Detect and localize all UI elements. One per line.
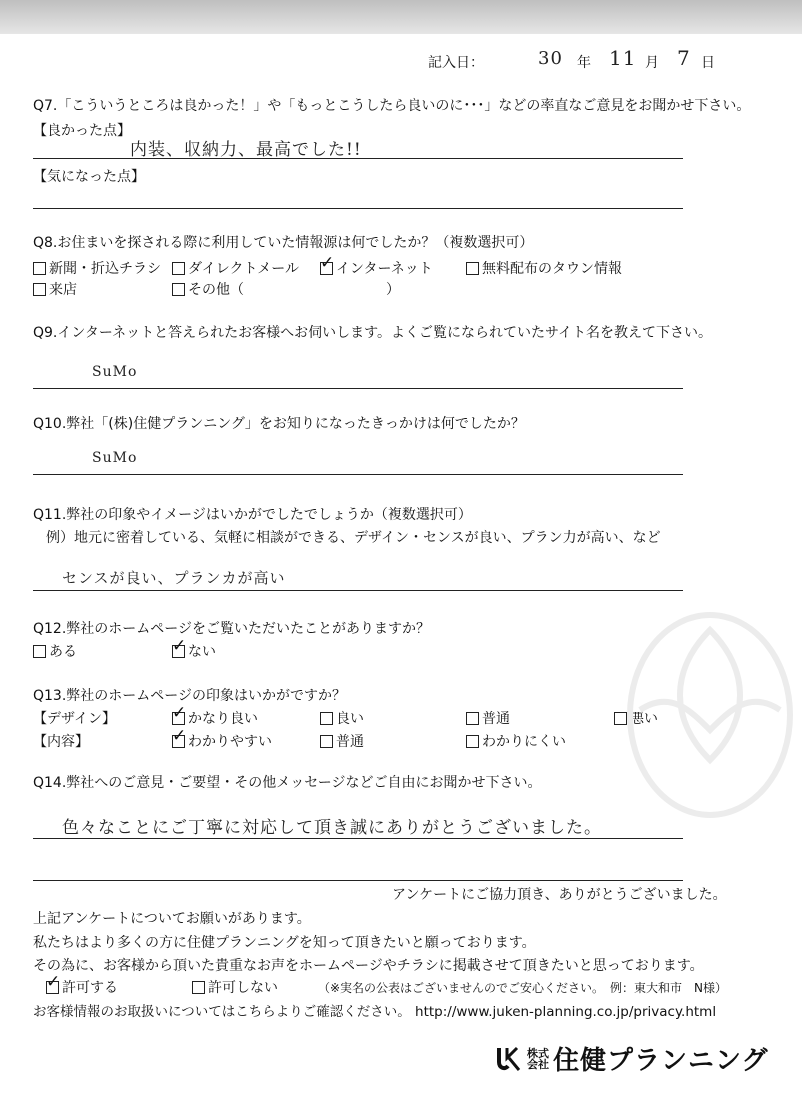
permit-option[interactable] bbox=[46, 977, 118, 997]
q8-checkbox-town-info[interactable] bbox=[466, 262, 479, 275]
q13-content-checkbox-average[interactable] bbox=[320, 735, 333, 748]
q13-content-option-clear[interactable] bbox=[172, 731, 272, 751]
q13-content-option-unclear-label: わかりにくい bbox=[482, 734, 566, 750]
q14-answer-line-1 bbox=[33, 838, 683, 839]
logo-corp-type-top: 株式 bbox=[527, 1046, 549, 1060]
permit-label: 許可する bbox=[62, 980, 118, 996]
date-day-unit: 日 bbox=[701, 55, 715, 71]
q7-concern-answer-line bbox=[33, 208, 683, 209]
q8-checkbox-internet[interactable] bbox=[320, 262, 333, 275]
request-line-3: その為に、お客様から頂いた貴重なお声をホームページやチラシに掲載させて頂きたいと思っております。 bbox=[33, 958, 704, 974]
permit-checkbox[interactable] bbox=[46, 981, 59, 994]
q8-option-visit-label: 来店 bbox=[49, 282, 77, 298]
q10-question: Q10.弊社「(株)住健プランニング」をお知りになったきっかけは何でしたか？ bbox=[33, 416, 525, 432]
deny-checkbox[interactable] bbox=[192, 981, 205, 994]
date-month-unit: 月 bbox=[645, 55, 659, 71]
date-year-unit: 年 bbox=[577, 55, 591, 71]
privacy-notice: お客様情報のお取扱いについてはこちらよりご確認ください。 http://www.juken-planning.co.jp/privacy.html bbox=[33, 1004, 717, 1020]
top-gray-band bbox=[0, 0, 802, 34]
q8-option-direct-mail[interactable] bbox=[172, 258, 299, 278]
request-line-1: 上記アンケートについてお願いがあります。 bbox=[33, 911, 311, 927]
q13-content-option-average[interactable] bbox=[320, 731, 364, 751]
date-month-value: 11 bbox=[609, 46, 637, 70]
deny-label: 許可しない bbox=[208, 980, 278, 996]
q11-answer-line bbox=[33, 590, 683, 591]
q8-option-internet-label: インターネット bbox=[336, 261, 433, 277]
deny-option[interactable] bbox=[192, 977, 278, 997]
q8-option-other[interactable] bbox=[172, 279, 244, 299]
q12-question: Q12.弊社のホームページをご覧いただいたことがありますか？ bbox=[33, 621, 431, 637]
q8-checkbox-direct-mail[interactable] bbox=[172, 262, 185, 275]
anonymity-note: （※実名の公表はございませんのでご安心ください。 例：東大和市 N様） bbox=[318, 981, 728, 995]
request-line-2: 私たちはより多くの方に住健プランニングを知って頂きたいと願っております。 bbox=[33, 935, 536, 951]
q13-design-option-very-good[interactable] bbox=[172, 708, 258, 728]
q8-option-internet[interactable] bbox=[320, 258, 433, 278]
q13-content-checkbox-unclear[interactable] bbox=[466, 735, 479, 748]
logo-corp-type-bottom: 会社 bbox=[527, 1057, 549, 1071]
q10-answer-line bbox=[33, 474, 683, 475]
q13-design-checkbox-very-good[interactable] bbox=[172, 712, 185, 725]
q9-question: Q9.インターネットと答えられたお客様へお伺いします。よくご覧になられていたサイト名を教えて下さい。 bbox=[33, 325, 713, 341]
q8-option-visit[interactable] bbox=[33, 279, 77, 299]
logo-company-name: 住健プランニング bbox=[553, 1046, 769, 1076]
q7-good-answer-line bbox=[33, 158, 683, 159]
q8-question: Q8.お住まいを探される際に利用していた情報源は何でしたか？（複数選択可） bbox=[33, 235, 534, 251]
thanks-message: アンケートにご協力頂き、ありがとうございました。 bbox=[392, 887, 727, 903]
q12-option-no-label: ない bbox=[188, 644, 216, 660]
logo-corp-type bbox=[527, 1048, 549, 1070]
q13-content-label: 【内容】 bbox=[33, 734, 89, 750]
q8-other-close-paren: ） bbox=[386, 282, 400, 298]
q13-design-option-bad-label: 悪い bbox=[630, 711, 658, 727]
q13-design-option-average-label: 普通 bbox=[482, 711, 510, 727]
q8-option-town-info[interactable] bbox=[466, 258, 622, 278]
q13-question: Q13.弊社のホームページの印象はいかがですか？ bbox=[33, 688, 347, 704]
q11-answer: センスが良い、プランカが高い bbox=[62, 569, 286, 587]
q7-concern-label: 【気になった点】 bbox=[33, 169, 145, 185]
q14-answer-line-2 bbox=[33, 880, 683, 881]
q13-design-option-good-label: 良い bbox=[336, 711, 364, 727]
watermark-emblem bbox=[600, 600, 800, 830]
q12-checkbox-yes[interactable] bbox=[33, 645, 46, 658]
q8-option-other-label: その他（ bbox=[188, 282, 244, 298]
date-year-value: 30 bbox=[538, 48, 563, 69]
q13-design-checkbox-average[interactable] bbox=[466, 712, 479, 725]
q9-answer-line bbox=[33, 388, 683, 389]
q8-checkbox-newspaper[interactable] bbox=[33, 262, 46, 275]
q12-checkbox-no[interactable] bbox=[172, 645, 185, 658]
date-label: 記入日： bbox=[428, 55, 484, 71]
q7-good-label: 【良かった点】 bbox=[33, 123, 131, 139]
q13-content-option-average-label: 普通 bbox=[336, 734, 364, 750]
q12-option-yes[interactable] bbox=[33, 641, 77, 661]
q13-content-option-unclear[interactable] bbox=[466, 731, 566, 751]
q8-option-town-info-label: 無料配布のタウン情報 bbox=[482, 261, 622, 277]
q8-checkbox-other[interactable] bbox=[172, 283, 185, 296]
q8-option-direct-mail-label: ダイレクトメール bbox=[188, 261, 300, 277]
q11-example: 例）地元に密着している、気軽に相談ができる、デザイン・センスが良い、プラン力が高い、など bbox=[46, 530, 661, 546]
company-logo bbox=[493, 1040, 768, 1077]
q14-answer: 色々なことにご丁寧に対応して頂き誠にありがとうございました。 bbox=[62, 818, 602, 838]
q13-design-option-average[interactable] bbox=[466, 708, 510, 728]
q10-answer: SuMo bbox=[92, 450, 138, 466]
date-day-value: 7 bbox=[677, 46, 691, 70]
q7-question: Q7.「こういうところは良かった！」や「もっとこうしたら良いのに･･･」などの率直なご意見をお聞かせ下さい。 bbox=[33, 98, 751, 114]
q13-content-option-clear-label: わかりやすい bbox=[188, 734, 272, 750]
q13-design-option-good[interactable] bbox=[320, 708, 364, 728]
q8-checkbox-visit[interactable] bbox=[33, 283, 46, 296]
q12-option-no[interactable] bbox=[172, 641, 216, 661]
q11-question: Q11.弊社の印象やイメージはいかがでしたでしょうか（複数選択可） bbox=[33, 507, 472, 523]
q7-good-answer: 内装、収納力、最高でした!! bbox=[130, 140, 362, 160]
q13-design-label: 【デザイン】 bbox=[33, 711, 117, 727]
q9-answer: SuMo bbox=[92, 364, 138, 380]
q12-option-yes-label: ある bbox=[49, 644, 77, 660]
q13-design-option-very-good-label: かなり良い bbox=[188, 711, 258, 727]
logo-mark-icon bbox=[493, 1044, 523, 1074]
q8-option-newspaper-label: 新聞・折込チラシ bbox=[49, 261, 161, 277]
q13-content-checkbox-clear[interactable] bbox=[172, 735, 185, 748]
q8-option-newspaper[interactable] bbox=[33, 258, 161, 278]
q13-design-checkbox-good[interactable] bbox=[320, 712, 333, 725]
q14-question: Q14.弊社へのご意見・ご要望・その他メッセージなどご自由にお聞かせ下さい。 bbox=[33, 775, 542, 791]
